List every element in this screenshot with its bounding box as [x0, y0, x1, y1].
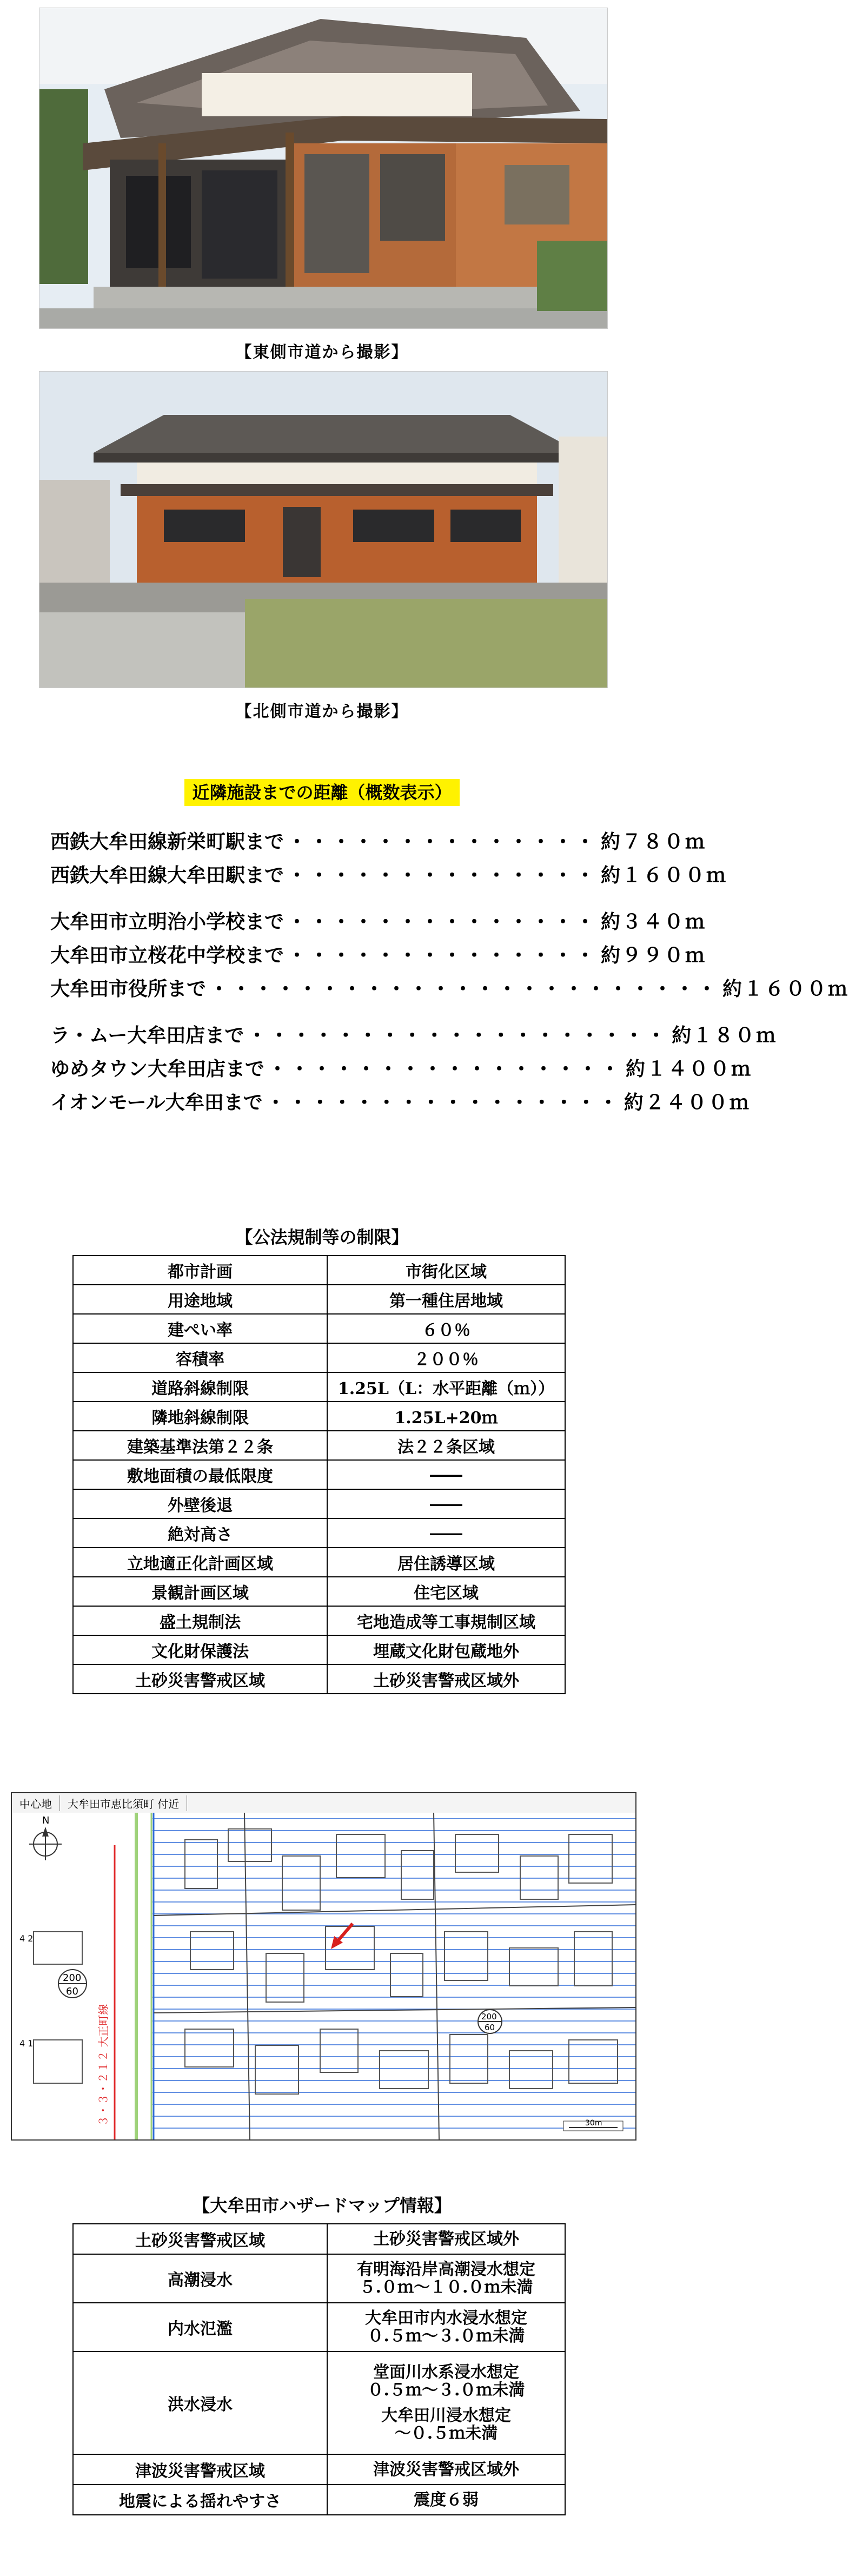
hazard-value-line: ０.５ｍ～３.０ｍ未満 [367, 2327, 525, 2346]
facility-name: 大牟田市立明治小学校まで [50, 911, 284, 933]
leader-dots: ・・・・・・・・・・・・・・・・ [266, 1092, 621, 1114]
lot-number: 4 1 [19, 2038, 34, 2049]
hazard-row [73, 2224, 565, 2254]
hazard-value-line: 震度６弱 [414, 2490, 479, 2509]
regulation-row [73, 1314, 565, 1343]
regulation-row [73, 1635, 565, 1665]
map-header [12, 1793, 635, 1814]
hazard-item: 内水氾濫 [73, 2303, 327, 2352]
photo-caption-north: 【北側市道から撮影】 [235, 702, 409, 721]
leader-dots: ・・・・・・・・・・・・・・ [287, 831, 598, 853]
hazard-item: 津波災害警戒区域 [73, 2454, 327, 2485]
scale-label: 30m [585, 2119, 602, 2128]
zone-badge-coverage: 60 [485, 2023, 495, 2032]
regulation-item: 都市計画 [73, 1256, 327, 1285]
regulation-row [73, 1402, 565, 1431]
hazard-row [73, 2352, 565, 2454]
regulations-title: 【公法規制等の制限】 [235, 1227, 409, 1247]
facility-distance: 約１４００ｍ [626, 1058, 753, 1080]
regulation-value: 市街化区域 [327, 1256, 565, 1285]
facility-name: ゆめタウン大牟田店まで [50, 1058, 265, 1080]
regulation-value: ―― [327, 1518, 565, 1548]
hazard-item: 洪水浸水 [73, 2352, 327, 2454]
leader-dots: ・・・・・・・・・・・・・・・・・・・ [247, 1025, 669, 1047]
distance-row [50, 860, 728, 888]
map-center-label: 中心地 [12, 1795, 60, 1811]
regulation-row [73, 1606, 565, 1635]
photo-caption-east: 【東側市道から撮影】 [235, 343, 409, 362]
regulation-value: 第一種住居地域 [327, 1285, 565, 1314]
regulation-row [73, 1489, 565, 1518]
facility-distance: 約７８０ｍ [601, 831, 707, 853]
regulation-item: 建築基準法第２２条 [73, 1431, 327, 1460]
regulation-value: 埋蔵文化財包蔵地外 [327, 1635, 565, 1665]
facility-distance: 約２４００ｍ [624, 1092, 751, 1114]
regulation-row [73, 1431, 565, 1460]
regulation-value: 1.25L（L：水平距離（ｍ）） [327, 1372, 565, 1402]
hazard-value [327, 2224, 565, 2254]
regulation-value: 住宅区域 [327, 1577, 565, 1606]
hazard-value [327, 2454, 565, 2485]
regulations-table [72, 1255, 566, 1694]
regulation-item: 文化財保護法 [73, 1635, 327, 1665]
regulation-value: 土砂災害警戒区域外 [327, 1665, 565, 1694]
regulation-value: ６０％ [327, 1314, 565, 1343]
leader-dots: ・・・・・・・・・・・・・・・・・・・・・・・ [209, 978, 720, 1000]
regulation-item: 敷地面積の最低限度 [73, 1460, 327, 1489]
hazard-item: 地震による揺れやすさ [73, 2485, 327, 2515]
regulation-item: 景観計画区域 [73, 1577, 327, 1606]
facility-name: 西鉄大牟田線新栄町駅まで [50, 831, 284, 853]
leader-dots: ・・・・・・・・・・・・・・ [287, 911, 598, 933]
facility-distance: 約９９０ｍ [601, 944, 707, 967]
facility-name: イオンモール大牟田まで [50, 1092, 263, 1114]
hazard-value-line: ～０.５ｍ未満 [394, 2424, 498, 2443]
regulation-item: 用途地域 [73, 1285, 327, 1314]
hazard-row [73, 2254, 565, 2303]
hazard-value-line: 大牟田市内水浸水想定 [365, 2309, 527, 2328]
distance-row [50, 907, 707, 934]
regulation-value: 居住誘導区域 [327, 1548, 565, 1577]
hazard-value-line [331, 2399, 561, 2407]
leader-dots: ・・・・・・・・・・・・・・・・ [268, 1058, 623, 1080]
regulation-item: 道路斜線制限 [73, 1372, 327, 1402]
facility-name: 大牟田市立桜花中学校まで [50, 944, 284, 967]
regulation-value: 1.25L+20ｍ [327, 1402, 565, 1431]
regulation-item: 絶対高さ [73, 1518, 327, 1548]
hazard-value-line: ０.５ｍ～３.０ｍ未満 [367, 2381, 525, 2400]
regulation-value: 法２２条区域 [327, 1431, 565, 1460]
lot-number: 4 2 [19, 1933, 34, 1944]
hazard-row [73, 2485, 565, 2515]
regulation-row [73, 1577, 565, 1606]
hazard-value-line: ５.０ｍ～１０.０ｍ未満 [359, 2278, 533, 2297]
route-label: ３・３・２１２ 大正町線 [97, 2004, 110, 2126]
map-canvas [12, 1813, 635, 2139]
facility-name: 西鉄大牟田線大牟田駅まで [50, 864, 284, 887]
leader-dots: ・・・・・・・・・・・・・・ [287, 864, 598, 887]
regulation-row [73, 1460, 565, 1489]
hazard-value-line: 堂面川水系浸水想定 [373, 2363, 519, 2382]
nearby-title [0, 779, 644, 804]
regulation-row [73, 1548, 565, 1577]
zone-badge-far: 200 [481, 2012, 497, 2022]
regulation-value: 宅地造成等工事規制区域 [327, 1606, 565, 1635]
facility-distance: 約１６００ｍ [722, 978, 849, 1000]
facility-name: 大牟田市役所まで [50, 978, 207, 1000]
hazard-item: 土砂災害警戒区域 [73, 2224, 327, 2254]
distance-row [50, 940, 707, 968]
hazard-value-line: 津波災害警戒区域外 [373, 2460, 519, 2479]
regulation-row [73, 1518, 565, 1548]
compass-north-label: N [42, 1815, 50, 1826]
regulation-value: ―― [327, 1460, 565, 1489]
regulation-row [73, 1256, 565, 1285]
nearby-title-text: 近隣施設までの距離（概数表示） [184, 779, 459, 806]
regulation-item: 土砂災害警戒区域 [73, 1665, 327, 1694]
house-photo-east [39, 8, 608, 329]
distance-row [50, 1054, 753, 1081]
hazard-value-line: 土砂災害警戒区域外 [373, 2229, 519, 2249]
distance-row [50, 1087, 751, 1115]
regulation-item: 容積率 [73, 1343, 327, 1372]
regulation-item: 盛土規制法 [73, 1606, 327, 1635]
facility-distance: 約１６００ｍ [601, 864, 728, 887]
house-east-illustration [39, 8, 607, 328]
regulation-row [73, 1665, 565, 1694]
hazard-row [73, 2303, 565, 2352]
facility-distance: 約３４０ｍ [601, 911, 707, 933]
regulation-item: 立地適正化計画区域 [73, 1548, 327, 1577]
zoning-map [11, 1792, 636, 2141]
regulation-item: 外壁後退 [73, 1489, 327, 1518]
hazard-value [327, 2303, 565, 2352]
hazard-value [327, 2254, 565, 2303]
hazard-value [327, 2485, 565, 2515]
zone-badge-far: 200 [63, 1972, 82, 1984]
facility-name: ラ・ムー大牟田店まで [50, 1025, 244, 1047]
hazard-table [72, 2223, 566, 2515]
regulation-item: 建ぺい率 [73, 1314, 327, 1343]
house-photo-north [39, 371, 608, 688]
distance-row [50, 974, 849, 1001]
hazard-item: 高潮浸水 [73, 2254, 327, 2303]
regulation-row [73, 1285, 565, 1314]
distance-row [50, 827, 707, 854]
facility-distance: 約１８０ｍ [672, 1025, 778, 1047]
hazard-title: 【大牟田市ハザードマップ情報】 [193, 2195, 452, 2216]
regulation-value: ―― [327, 1489, 565, 1518]
regulation-row [73, 1343, 565, 1372]
regulation-item: 隣地斜線制限 [73, 1402, 327, 1431]
house-north-illustration [39, 372, 607, 688]
hazard-value-line: 大牟田川浸水想定 [381, 2406, 511, 2425]
zone-badge-coverage: 60 [66, 1986, 78, 1997]
regulation-value: ２００％ [327, 1343, 565, 1372]
regulation-row [73, 1372, 565, 1402]
hazard-value-line: 有明海沿岸高潮浸水想定 [357, 2260, 535, 2279]
hazard-value [327, 2352, 565, 2454]
distance-row [50, 1020, 778, 1048]
map-location-label: 大牟田市恵比須町 付近 [60, 1795, 187, 1811]
leader-dots: ・・・・・・・・・・・・・・ [287, 944, 598, 967]
hazard-row [73, 2454, 565, 2485]
